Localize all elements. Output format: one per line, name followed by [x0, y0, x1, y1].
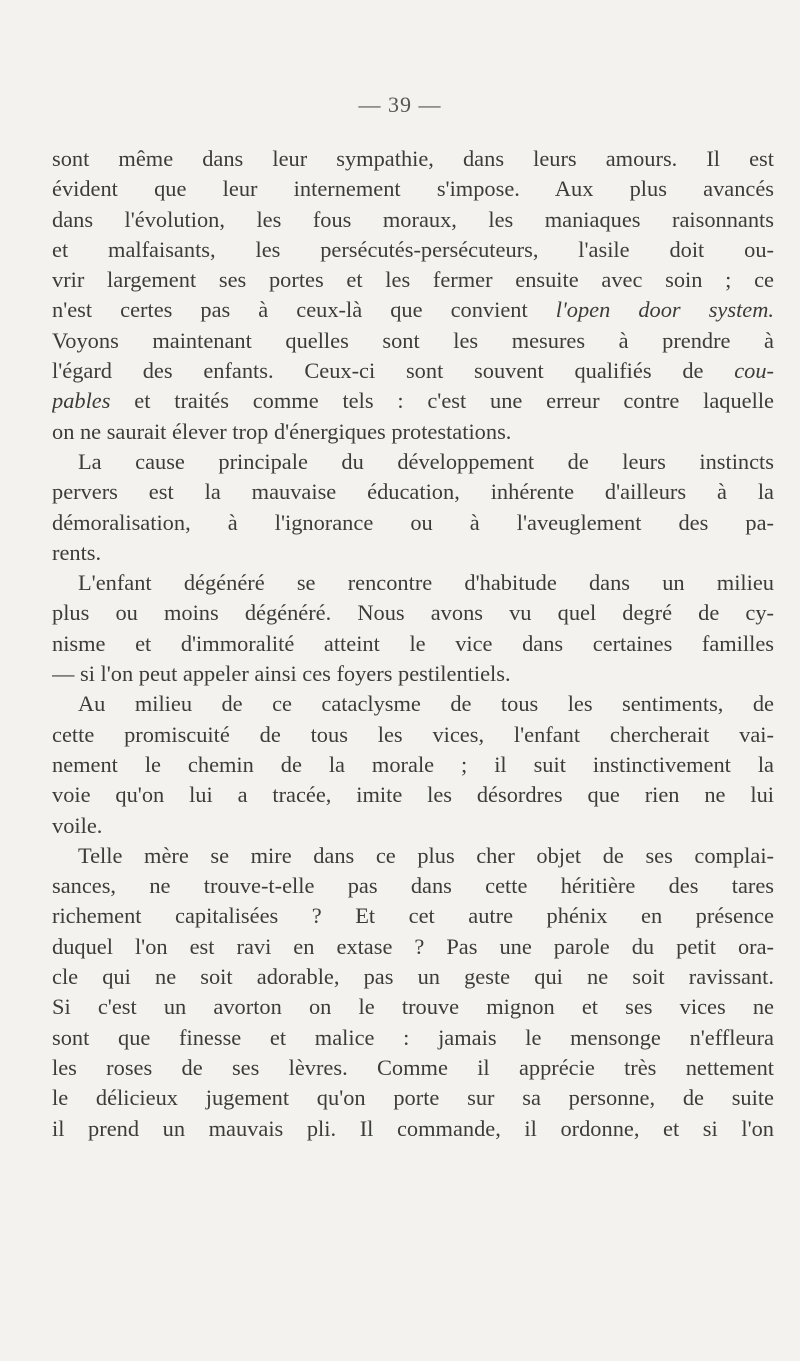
text-line: les roses de ses lèvres. Comme il apprécie très nettement [52, 1054, 774, 1080]
text-line [52, 356, 774, 386]
text-line: La cause principale du développement de leurs instincts [78, 448, 774, 474]
text-line: Si c'est un avorton on le trouve mignon et ses vices ne [52, 994, 774, 1020]
text-line: duquel l'on est ravi en extase ? Pas une parole du petit ora- [52, 933, 774, 959]
text-line: nisme et d'immoralité atteint le vice dans certaines familles [52, 630, 774, 656]
text-line [52, 295, 774, 325]
text-line [52, 386, 774, 416]
text-line: nement le chemin de la morale ; il suit instinctivement la [52, 751, 774, 777]
page-number: — 39 — [358, 92, 442, 117]
text-line: L'enfant dégénéré se rencontre d'habitude dans un milieu [78, 570, 774, 596]
text-line: et malfaisants, les persécutés-persécuteurs, l'asile doit ou- [52, 236, 774, 262]
text-line: cette promiscuité de tous les vices, l'enfant chercherait vai- [52, 721, 774, 747]
text-line: — si l'on peut appeler ainsi ces foyers pestilentiels. [52, 661, 511, 687]
text-line: le délicieux jugement qu'on porte sur sa personne, de suite [52, 1085, 774, 1111]
text-line: Telle mère se mire dans ce plus cher objet de ses complai- [78, 842, 774, 868]
text-line: Au milieu de ce cataclysme de tous les sentiments, de [78, 691, 774, 717]
text-line: rents. [52, 539, 102, 565]
text-line: pervers est la mauvaise éducation, inhérente d'ailleurs à la [52, 479, 774, 505]
italic-text-segment: l'open door system. [555, 297, 774, 323]
text-line: plus ou moins dégénéré. Nous avons vu quel degré de cy- [52, 600, 774, 626]
text-line: Voyons maintenant quelles sont les mesures à prendre à [52, 327, 774, 353]
text-segment: et traités comme tels : c'est une erreur contre laquelle [110, 388, 774, 414]
text-line: il prend un mauvais pli. Il commande, il ordonne, et si l'on [52, 1115, 774, 1141]
text-line: sances, ne trouve-t-elle pas dans cette héritière des tares [52, 873, 774, 899]
text-line: cle qui ne soit adorable, pas un geste qui ne soit ravissant. [52, 964, 774, 990]
text-line: sont que finesse et malice : jamais le mensonge n'effleura [52, 1024, 774, 1050]
text-line: richement capitalisées ? Et cet autre phénix en présence [52, 903, 774, 929]
italic-text-segment: pables [52, 388, 111, 414]
body-text [52, 144, 774, 1144]
text-line: dans l'évolution, les fous moraux, les maniaques raisonnants [52, 206, 774, 232]
text-line: sont même dans leur sympathie, dans leurs amours. Il est [52, 146, 774, 171]
italic-text-segment: cou- [734, 358, 774, 384]
text-line: vrir largement ses portes et les fermer ensuite avec soin ; ce [52, 267, 774, 293]
text-line: évident que leur internement s'impose. Aux plus avancés [52, 176, 774, 202]
text-segment: n'est certes pas à ceux-là que convient [52, 297, 556, 323]
text-line: voie qu'on lui a tracée, imite les désordres que rien ne lui [52, 782, 774, 808]
text-line: démoralisation, à l'ignorance ou à l'aveuglement des pa- [52, 509, 774, 535]
text-segment: l'égard des enfants. Ceux-ci sont souvent qualifiés de [52, 358, 735, 384]
text-line: on ne saurait élever trop d'énergiques protestations. [52, 418, 512, 444]
text-line: voile. [52, 812, 103, 838]
